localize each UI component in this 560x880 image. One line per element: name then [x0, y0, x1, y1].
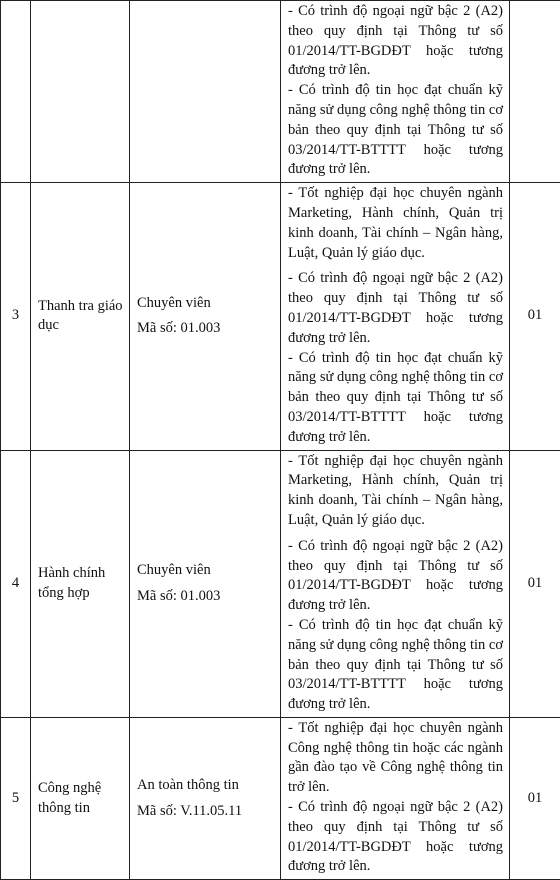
requirement-item: - Có trình độ ngoại ngữ bậc 2 (A2) theo quy định tại Thông tư số 01/2014/TT-BGDĐT hoặc tương đương trở lên.: [288, 2, 503, 81]
stt-cell: 3: [1, 183, 31, 450]
position-cell: [130, 183, 281, 450]
position-cell: [130, 717, 281, 879]
quantity-cell: 01: [510, 183, 560, 450]
field-cell: Công nghệ thông tin: [31, 717, 130, 879]
quantity-cell: 01: [510, 450, 560, 717]
requirement-item: - Tốt nghiệp đại học chuyên ngành Marketing, Hành chính, Quản trị kinh doanh, Tài chính – Ngân hàng, Luật, Quản lý giáo dục.: [288, 452, 503, 531]
stt-cell: [1, 1, 31, 183]
quantity-cell: 01: [510, 717, 560, 879]
table-row: [1, 183, 560, 450]
field-cell: Thanh tra giáo dục: [31, 183, 130, 450]
stt-cell: 5: [1, 717, 31, 879]
table-row: [1, 1, 560, 183]
requirement-item: - Có trình độ tin học đạt chuẩn kỹ năng sử dụng công nghệ thông tin cơ bản theo quy định tại Thông tư số 03/2014/TT-BTTTT hoặc tương đương trở lên.: [288, 616, 503, 715]
position-code: Mã số: 01.003: [137, 587, 280, 607]
position-title: An toàn thông tin: [137, 776, 280, 796]
requirement-item: - Có trình độ ngoại ngữ bậc 2 (A2) theo quy định tại Thông tư số 01/2014/TT-BGDĐT hoặc tương đương trở lên.: [288, 537, 503, 616]
requirement-item: - Có trình độ tin học đạt chuẩn kỹ năng sử dụng công nghệ thông tin cơ bản theo quy định tại Thông tư số 03/2014/TT-BTTTT hoặc tương đương trở lên.: [288, 81, 503, 180]
position-code: Mã số: 01.003: [137, 319, 280, 339]
requirement-item: - Có trình độ ngoại ngữ bậc 2 (A2) theo quy định tại Thông tư số 01/2014/TT-BGDĐT hoặc tương đương trở lên.: [288, 269, 503, 348]
requirements-cell: [281, 450, 510, 717]
position-cell: [130, 450, 281, 717]
requirement-item: - Có trình độ ngoại ngữ bậc 2 (A2) theo quy định tại Thông tư số 01/2014/TT-BGDĐT hoặc tương đương trở lên.: [288, 798, 503, 877]
position-code: Mã số: V.11.05.11: [137, 802, 280, 822]
table-row: [1, 717, 560, 879]
requirements-cell: [281, 183, 510, 450]
requirement-item: - Tốt nghiệp đại học chuyên ngành Marketing, Hành chính, Quản trị kinh doanh, Tài chính – Ngân hàng, Luật, Quản lý giáo dục.: [288, 184, 503, 263]
requirement-item: - Có trình độ tin học đạt chuẩn kỹ năng sử dụng công nghệ thông tin cơ bản theo quy định tại Thông tư số 03/2014/TT-BTTTT hoặc tương đương trở lên.: [288, 349, 503, 448]
requirement-item: - Tốt nghiệp đại học chuyên ngành Công nghệ thông tin hoặc các ngành gần đào tạo về Công nghệ thông tin trở lên.: [288, 719, 503, 798]
stt-cell: 4: [1, 450, 31, 717]
position-cell: [130, 1, 281, 183]
requirements-cell: [281, 717, 510, 879]
field-cell: Hành chính tổng hợp: [31, 450, 130, 717]
quantity-cell: [510, 1, 560, 183]
table-row: [1, 450, 560, 717]
position-title: Chuyên viên: [137, 294, 280, 314]
requirements-cell: [281, 1, 510, 183]
field-cell: [31, 1, 130, 183]
position-title: Chuyên viên: [137, 561, 280, 581]
